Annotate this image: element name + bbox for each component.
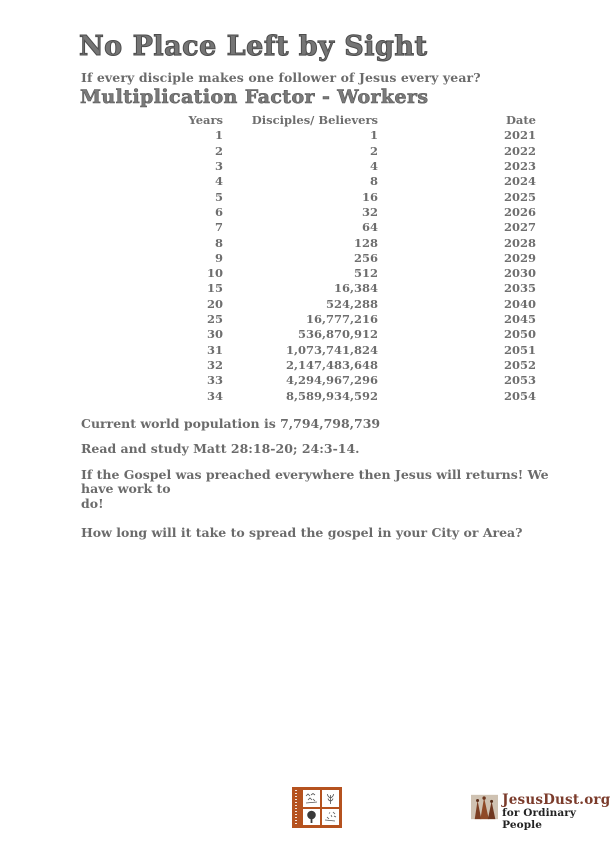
cell-years: 6	[214, 204, 223, 219]
cell-date: 2028	[503, 235, 536, 250]
table-row	[80, 159, 536, 174]
cell-date: 2052	[503, 357, 536, 372]
cell-disciples: 128	[353, 235, 378, 250]
cell-years: 15	[206, 281, 223, 296]
cell-years: 10	[206, 266, 223, 281]
table-row	[80, 251, 536, 266]
cell-years: 9	[214, 250, 223, 265]
cell-years: 4	[214, 174, 223, 189]
column-header-years: Years	[188, 113, 223, 128]
cell-date: 2054	[503, 388, 536, 403]
table-row	[80, 236, 536, 251]
jesusdust-site-name: JesusDust.org	[502, 792, 610, 808]
cell-date: 2051	[503, 342, 536, 357]
cell-years: 2	[214, 143, 223, 158]
cell-date: 2035	[503, 281, 536, 296]
jesusdust-people-icon	[471, 794, 498, 820]
cell-disciples: 2,147,483,648	[285, 357, 378, 372]
cell-disciples: 4,294,967,296	[285, 373, 378, 388]
cell-disciples: 256	[353, 250, 378, 265]
cell-date: 2025	[503, 189, 536, 204]
multiplication-table-body	[80, 128, 536, 403]
cell-years: 33	[206, 373, 223, 388]
cell-disciples: 4	[369, 159, 378, 174]
paragraph: Current world population is 7,794,798,739	[81, 415, 381, 431]
cell-date: 2022	[503, 143, 536, 158]
cell-disciples: 536,870,912	[297, 327, 378, 342]
four-fields-grid	[303, 790, 339, 825]
harvest-icon	[322, 809, 339, 826]
cell-years: 30	[206, 327, 223, 342]
cell-date: 2021	[503, 128, 536, 143]
cell-years: 1	[214, 128, 223, 143]
cell-years: 20	[206, 296, 223, 311]
table-row	[80, 358, 536, 373]
jesusdust-text	[502, 794, 610, 831]
cell-date: 2040	[503, 296, 536, 311]
birds-icon	[303, 790, 320, 807]
cell-disciples: 32	[361, 204, 378, 219]
four-fields-logo-vertical-text	[295, 790, 301, 825]
table-row	[80, 174, 536, 189]
cell-date: 2053	[503, 373, 536, 388]
jesusdust-logo[interactable]	[471, 794, 610, 831]
cell-years: 8	[214, 235, 223, 250]
cell-years: 25	[206, 312, 223, 327]
cell-date: 2029	[503, 250, 536, 265]
table-row	[80, 190, 536, 205]
table-row	[80, 327, 536, 342]
column-header-date: Date	[505, 113, 536, 128]
cell-date: 2050	[503, 327, 536, 342]
cell-disciples: 2	[369, 143, 378, 158]
cell-date: 2024	[503, 174, 536, 189]
section-heading: Multiplication Factor - Workers	[80, 86, 429, 109]
tree-icon	[303, 809, 320, 826]
table-row	[80, 144, 536, 159]
body-paragraphs	[79, 417, 552, 541]
table-row	[80, 281, 536, 296]
cell-years: 7	[214, 220, 223, 235]
cell-disciples: 16	[361, 189, 378, 204]
cell-date: 2023	[503, 159, 536, 174]
plant-icon	[322, 790, 339, 807]
cell-disciples: 16,384	[333, 281, 378, 296]
paragraph: How long will it take to spread the gospel in your City or Area?	[81, 525, 523, 541]
table-row	[80, 220, 536, 235]
cell-years: 32	[206, 357, 223, 372]
cell-disciples: 8,589,934,592	[285, 388, 378, 403]
table-row	[80, 373, 536, 388]
cell-disciples: 1,073,741,824	[285, 342, 378, 357]
table-row	[80, 205, 536, 220]
cell-disciples: 64	[361, 220, 378, 235]
table-row	[80, 312, 536, 327]
page-subtitle: If every disciple makes one follower of Jesus every year?	[81, 70, 481, 86]
cell-date: 2045	[503, 312, 536, 327]
table-row	[80, 128, 536, 143]
table-row	[80, 389, 536, 404]
cell-disciples: 16,777,216	[305, 312, 378, 327]
paragraph: Read and study Matt 28:18-20; 24:3-14.	[81, 441, 360, 457]
cell-disciples: 8	[369, 174, 378, 189]
cell-years: 3	[214, 159, 223, 174]
cell-years: 31	[206, 342, 223, 357]
cell-date: 2030	[503, 266, 536, 281]
table-row	[80, 297, 536, 312]
page-title: No Place Left by Sight	[79, 31, 428, 62]
table-header-row	[80, 113, 536, 128]
cell-disciples: 1	[369, 128, 378, 143]
jesusdust-tagline: for Ordinary People	[502, 807, 577, 831]
cell-date: 2027	[503, 220, 536, 235]
table-row	[80, 266, 536, 281]
multiplication-table	[80, 113, 536, 404]
cell-years: 34	[206, 388, 223, 403]
cell-disciples: 512	[353, 266, 378, 281]
cell-disciples: 524,288	[325, 296, 378, 311]
cell-years: 5	[214, 189, 223, 204]
four-fields-logo[interactable]	[292, 787, 342, 828]
paragraph: If the Gospel was preached everywhere then Jesus will returns! We have work to do!	[81, 466, 549, 511]
cell-date: 2026	[503, 204, 536, 219]
table-row	[80, 343, 536, 358]
column-header-disciples: Disciples/ Believers	[251, 113, 378, 128]
